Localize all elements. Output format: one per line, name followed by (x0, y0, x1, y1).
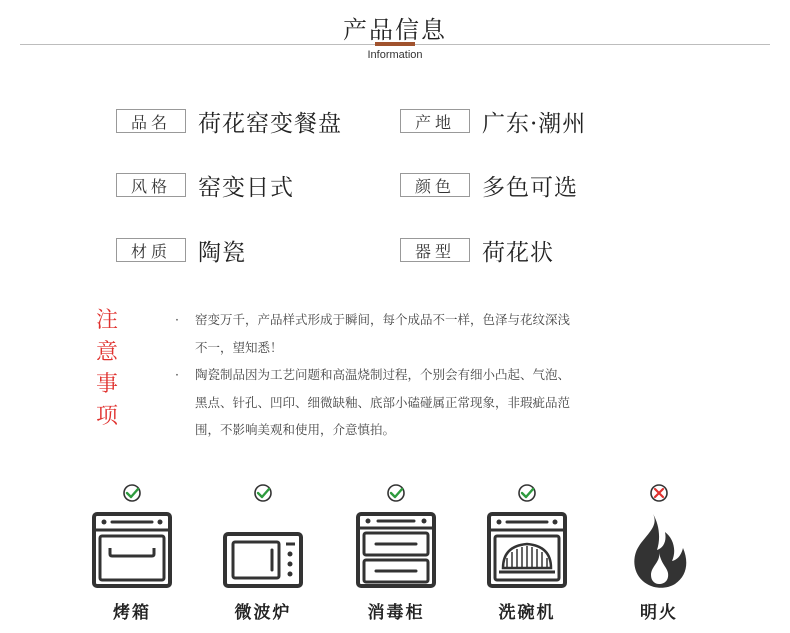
appliance-compatibility (0, 480, 790, 630)
notice-line: 围，不影响美观和使用，介意慎拍。 (195, 422, 396, 437)
microwave-icon (225, 534, 301, 586)
cross-icon (651, 485, 667, 501)
appliance-oven (82, 480, 182, 630)
dishwasher-icon (489, 514, 565, 586)
info-value: 荷花状 (482, 239, 554, 266)
notice-title-char: 事 (95, 372, 118, 397)
info-row-shape (400, 235, 554, 265)
notice-list (175, 306, 675, 444)
sterilizer-cabinet-icon (358, 514, 434, 586)
notice-title (92, 305, 122, 433)
info-label: 材质 (116, 238, 186, 262)
check-icon (255, 485, 271, 501)
info-row-style (116, 170, 294, 200)
oven-icon (94, 514, 170, 586)
info-label: 器型 (400, 238, 470, 262)
info-value: 陶瓷 (198, 239, 246, 266)
notice-title-char: 项 (95, 404, 118, 429)
appliance-label: 洗碗机 (498, 603, 556, 623)
appliance-dishwasher (477, 480, 577, 630)
info-row-origin (400, 106, 586, 136)
open-flame-icon (634, 514, 686, 588)
notice-line: 窑变万千，产品样式形成于瞬间，每个成品不一样，色泽与花纹深浅 (195, 312, 571, 327)
notice-item (175, 361, 675, 444)
info-value: 窑变日式 (198, 174, 294, 201)
appliance-label: 烤箱 (113, 603, 151, 623)
notice-title-char: 意 (95, 340, 118, 365)
info-value: 荷花窑变餐盘 (198, 110, 342, 137)
notice-item (175, 306, 675, 361)
info-row-name (116, 106, 342, 136)
notice-line: 黑点、针孔、凹印、细微缺釉、底部小磕碰属正常现象，非瑕疵品范 (195, 394, 571, 410)
appliance-label: 消毒柜 (367, 603, 425, 623)
info-label: 品名 (116, 109, 186, 133)
section-header (0, 0, 790, 70)
check-icon (124, 485, 140, 501)
bullet: · (175, 367, 179, 382)
notice-line: 不一，望知悉！ (195, 339, 283, 355)
info-label: 风格 (116, 173, 186, 197)
info-value: 广东·潮州 (482, 110, 587, 137)
appliance-label: 明火 (640, 603, 678, 623)
info-label: 产地 (400, 109, 470, 133)
notice-line: 陶瓷制品因为工艺问题和高温烧制过程，个别会有细小凸起、气泡、 (195, 367, 571, 382)
appliance-microwave (213, 480, 313, 630)
info-label: 颜色 (400, 173, 470, 197)
check-icon (519, 485, 535, 501)
info-row-color (400, 170, 578, 200)
notice-title-char: 注 (95, 308, 118, 333)
appliance-label: 微波炉 (234, 603, 292, 623)
appliance-sterilizer-cabinet (346, 480, 446, 630)
page-subtitle: Information (367, 49, 423, 61)
check-icon (388, 485, 404, 501)
appliance-open-flame (609, 480, 709, 630)
bullet: · (175, 312, 179, 327)
page-title: 产品信息 (343, 16, 447, 44)
info-row-material (116, 235, 246, 265)
info-value: 多色可选 (482, 174, 578, 201)
